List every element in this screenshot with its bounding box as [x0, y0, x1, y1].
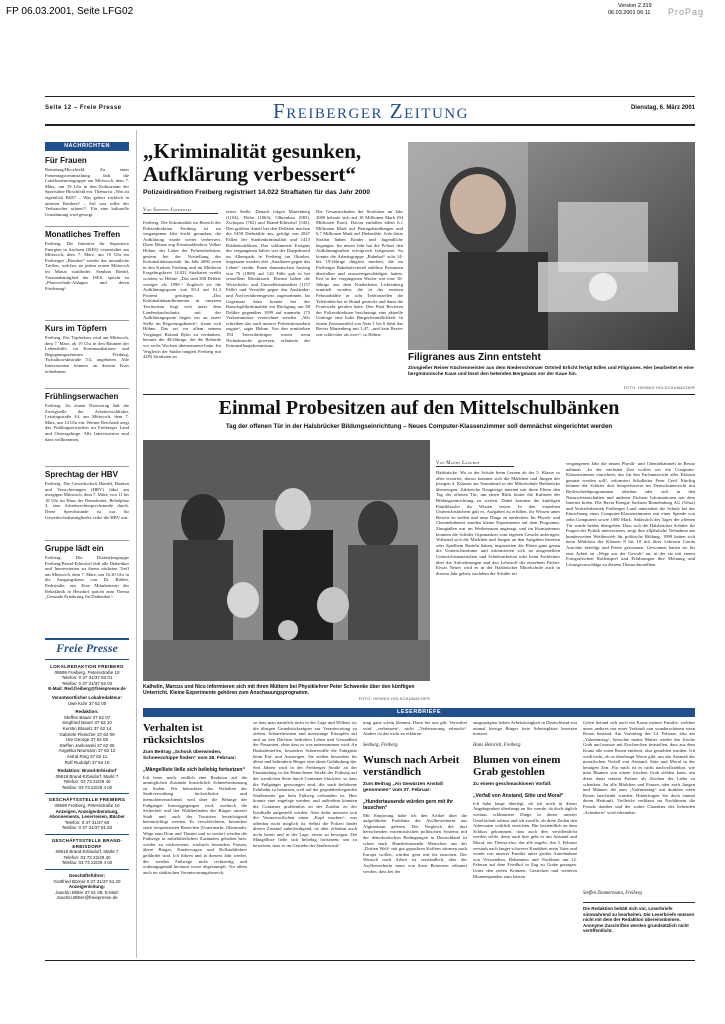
letter-title: Verhalten ist rücksichtslos [143, 722, 205, 746]
masthead-date: Dienstag, 6. März 2001 [630, 105, 695, 111]
letter-signature: Hans Heinrich, Freiberg [473, 743, 521, 748]
impressum-line: Gabriele Fleischer 37 62 09 [59, 731, 115, 737]
letter-title: Blumen von einem Grab gestohlen [473, 754, 561, 778]
news-text: Freiberg. Zu einem Diavortrag lädt die Zweigstelle der Arbeiterwohlfahrt, Leistingstraße 44, am Mittwoch, dem 7. März, um 14 Uhr ein. Werner Reichardt zeigt das Frühlingserwachen im Freiberger Land und Osterzgebirge. Alle Interessierten sind dazu willkommen. [45, 403, 129, 442]
letter-text: Mit Empörung habe ich den Artikel über die aufgeführten Probleme der Asylbewerberin aus Afghanistan gelesen. Der Vergleich des dort herrschenden extremistischen politischen Systems mit der demokratischen Bedingungen in Deutschland ist schon stark. Hunderttausende Menschen aus der „Dritten Welt“ mit gut gepackten Koffern stürmen nach Europa wollen, würden gern mit ihr tauschen. Der Wunsch nach Arbeit ist verständlich, aber der Asylbewerberin muss von ihren Betreuern erläutert werden, dass bei der [363, 812, 467, 874]
news-text: Freiberg. Die Initiative für Separative Energien in Sachsen (ISES) veranstaltet am Mittwoch, dem 7. März, um 19 Uhr im Freiberger „Brauhof“ wieder das monatliche Treffen, welches an jedem ersten Mittwoch im Monat stattfindet. Stephan Riedel, Vorstandsmitglied der ISES, spricht zu „Photovoltaik-Anlagen und deren Förderung“. [45, 241, 129, 291]
impressum-line: Joachin.Blitter@freiepresse.de [56, 895, 118, 901]
lead-headline: „Kriminalität gesunken, Aufklärung verbessert“ [143, 139, 362, 186]
impressum-line: Telefax: 03 73 22/29 4 02 [61, 860, 113, 866]
letter-lead: „Mängelliste ließe sich beliebig fortsetzen“ [143, 766, 245, 773]
news-text: Freiberg. Die Diabetikergruppe Freiberg/Brand-Erbisdorf lädt alle Diabetiker und Interessierten zu ihrem nächsten Treff am Mittwoch, dem 7. März, um 16.30 Uhr in die Ausgangsbasis von Dr. Röhler, Parkstraße, ein. Eine Mitarbeiterin der Rehaklinik in Hetzdorf spricht zum Thema „Gesunde Ernährung für Diabetiker“. [45, 555, 129, 600]
letter-column-5 [583, 720, 695, 958]
impressum-line: Siegfried Bauer 37 62 10 [62, 720, 112, 726]
news-text: Reinsberg/Hirschfeld. Zu einer Frauentagsveranstaltung lädt die Landfrauenortsgruppe am Mittwoch, dem 7. März, um 19 Uhr in den Kulturraum der Sportstätte Hirschfeld ein. Thema ist „Was ist eigentlich BSE? – Was gehört wirklich in unseren Kindern? – Auf was sollte der Verbraucher achten?“. Für eine kulturelle Umrahmung wird gesorgt. [45, 167, 129, 217]
impressum-line: Kerstin Blosetz 37 62 14 [62, 725, 112, 731]
page-label: Seite 12 – Freie Presse [45, 105, 122, 111]
lead-column-2: erster Stelle. Danach folgen Marienberg (1104), Flöha (1063), Olbernhau (883), Zschopau (782) und Brand-Erbisdorf (543). Den größten Anteil bei den Delikten machen die 5458 Diebstähle aus, gefolgt von 2847 Fällen der Straßenkriminalität und 1413 Rohheitsdelikten. Das schlimmste Ereignis des vergangenen Jahres war der Doppelmord im Albertpark in Freiberg im Oktober, insgesamt wurden drei „Straftaten gegen das Leben“ verübt. Einen dramatischen Anstieg von 79 (1999) auf 126 Fälle gab es bei sexuellem Missbrauch. Ebenso haben die Wirtschafts- und Umweltkriminalität (1157 Fälle) und Verstöße gegen das Ausländer- und Asylverfahrensgesetz zugenommen. Im Gegensatz dazu konnte bei der Rauschgiftkriminalität ein Rückgang um 80 Delikte gegenüber 1999 auf nunmehr 173 Vorkommnisse verzeichnet werden. „Wir schreiben das auch unserer Präventionsarbeit zugute“, sagte Höhne. Von den ermittelten 194 Tatverdächtigen waren neun Nichtdeutsche gewesen, erläuterte der Kriminalhauptkommissar. [226, 209, 310, 349]
letter-text: ausgeprägten hohen Arbeitslosigkeit in Deutschland erst einmal hiesige Bürger freie Arbeitsplätze besetzen müssen. [473, 720, 577, 737]
news-title: Sprechtag der HBV [45, 470, 118, 479]
second-column-1: Halsbrücke. Wo in der Schule beim Lernen ab der 5. Klasse so alles erwartet, davon konnten sich die Mädchen und Jungen der jetzigen 4. Klassen am Sonnabend in der Mittelschule Halsbrücke überzeugen. Zahlreiche Neugierige nutzten mit ihren Eltern den Tag der offenen Tür, um einen Blick hinter die Kulissen der Bildungseinrichtung zu werfen. Dabei konnten die künftigen Fünftklässler ihr Wissen testen. In den einzelnen Unterrichtsfächern galt es, Aufgaben zu erfüllen, ihr Wissen unter Beweis zu stellen und neue Dinge zu entdecken. Im Physik- und Chemiekabinett standen kleine Experimente auf dem Programm. Zinngießen war im Werkenraum angesagt, und im Kunstzimmer konnten die Schüler Gipsmasken vom eigenen Gesicht anfertigen. Während sich die Mädchen und Jungen an den Aufgaben bereiten oder Spielbein Basteln hatten, inspizierten die Eltern ganz genau die Unterrichtsräume und informierten sich an ausgestellten Unterrichtsmaterialien und Schülerarbeiten oder beim Fachlehrer über die Anforderungen und den Lehrstoff der einzelnen Fächer. Etwas Neues wird es in der Halsbrücker Mittelschule auch in diesem Jahr geben, nachdem die Schüler im [436, 470, 560, 576]
impressum-line: Ute George 37 62 05 [65, 737, 109, 743]
letter-lead: „Verfall von Anstand, Sitte und Moral“ [473, 792, 564, 799]
impressum-line: 09618 Brand-Erbisdorf, Markt 7 [55, 773, 119, 779]
news-text: Freiberg. Ein Töpferkurs wird am Mittwoch, dem 7. März, ab 19 Uhr in den Räumen der Lebenshilfe, im Kommunikations- und Begegnungszentrum Freiberg, Tschaikowskistraße 5/2, angeboten. Alle Interessenten können an diesem Kurs teilnehmen. [45, 335, 129, 374]
second-byline: Von Mandy Langhof [436, 461, 514, 467]
second-subheadline: Tag der offenen Tür in der Halsbrücker Bildungseinrichtung – Neues Computer-Klassenzimmer soll demnächst eingerichtet werden [225, 423, 613, 430]
impressum-heading: GESCHÄFTSSTELLE FREIBERG [48, 797, 126, 803]
masthead-title: Freiberger Zeitung [273, 99, 469, 123]
news-title: Für Frauen [45, 156, 87, 165]
letter-signature: Steffen Zimmermann, Freiberg [583, 891, 642, 896]
news-item [45, 156, 129, 227]
news-title: Kurs im Töpfern [45, 324, 107, 333]
impressum-line: Rolf Rudolph 37 62 10 [64, 759, 110, 765]
school-photo [143, 440, 430, 681]
topline-watermark: ProPag [668, 7, 705, 17]
lead-byline: Von Steffen Jankowski [143, 208, 218, 214]
impressum-heading: Redaktion: [75, 709, 99, 715]
impressum-logo: Freie Presse [56, 641, 118, 655]
impressum-line: Telefon: 03 73 22/29 40 [63, 779, 111, 785]
impressum-line: Gottfried Börner 0 37 31/37 61 20 [53, 878, 121, 884]
letter-column-1 [143, 720, 247, 958]
impressum-line: 09599 Freiberg, Petersstraße 10 [54, 669, 120, 675]
impressum-line: Steffen Jankowski 37 62 06 [59, 742, 115, 748]
letter-signature: Seeburg, Freiberg [363, 743, 398, 748]
lead-subheadline: Polizeidirektion Freiberg registriert 14.022 Straftaten für das Jahr 2000 [143, 189, 371, 196]
impressum-line: Uwe Kuhr 37 62 00 [67, 700, 107, 706]
impressum-line: Anzeigen, Anzeigenberatung, Abonnements, Leserreisen, Bücher [49, 808, 125, 820]
filigree-caption-text: Zinngießer Reiner Küchenmeister aus dem Niederschönaer Ortsteil Erlicht fertigt Edles und Filigranes. Hier bearbeitet er eine bergmännische Kaue und lässt den betenden Bergmann vor der Kaue hin. [408, 366, 694, 377]
impressum-line: Telefon: 0 37 31/37 62 01 [61, 675, 113, 681]
filigree-credit: FOTO: HENNIG HOLSCHUMACHER [623, 386, 695, 390]
news-item [45, 544, 129, 617]
impressum [45, 662, 129, 962]
news-item [45, 230, 129, 321]
impressum-heading: Geschäftsführer: [68, 873, 106, 878]
letter-text: Geleit befand sich auch ein Kranz meiner Familie, welcher unser anderes nur einer Verkauft von wunderschönen roten Rosen bestand. Am Vormittag des 14. Februar, also am „Valentinstag“, besuchte meine Mutter wieder das frische Grab und musste mit Erschrecken feststellen, dass aus dem Kranz alle roten Rosen entfernt, also gestohlen wurden. Ich weiß nicht, ob es überhaupt Worte gibt, um das Ausmaß der moralischen Verfall von Anstand, Sitte und Moral in der heutigen Zeit. Für mich ist es nicht nachvollziehbar, wie man Blumen von einem frischen Grab stehlen kann, um diese dann seinem Partner als Zeichen der Liebe zu schenken. An alle Mädchen und Frauen, oder auch Jungen und Männer, die zum „Valentinstag“ mit dunklen roten Rosen beschenkt wurden: Hinterfragen Sie doch einmal deren Herkunft. Vielleicht verblasst im Nachhinein die Freude darüber und der wahre Charakter des liebenden „Schenkers“ wird erkennbar. [583, 720, 695, 815]
news-text: Freiberg. Die Gewerkschaft Handel, Banken und Versicherungen (HBV) führt am morgigen Mittwoch, dem 7. März, von 11 bis 18 Uhr im Haus der Demokratie, Behelplatz 3, eine Arbeitsrechtssprechstunde durch. Diese Sprechstunde ist nur für Gewerkschaftsmitglieder, teilte die HBV mit. [45, 481, 129, 520]
impressum-line: 09599 Freiberg, Petersstraße 10 [54, 803, 120, 809]
letter-column-3 [363, 720, 467, 958]
impressum-line: Telefax: 0 37 31/37 61 82 [61, 825, 113, 831]
letter-sub: Zu einem geschmacklosen Vorfall: [473, 782, 552, 787]
leserbriefe-bar: LESERBRIEFE [143, 708, 695, 717]
letter-column-4 [473, 720, 577, 958]
impressum-line: 09618 Brand-Erbisdorf, Markt 7 [55, 849, 119, 855]
impressum-line: Angelika Neumann 37 62 12 [58, 748, 116, 754]
impressum-line: Telefax: 0 37 31/37 62 02 [61, 680, 113, 686]
filigree-photo [408, 142, 695, 350]
topline-version: Version 2.319 [618, 3, 652, 9]
impressum-line: E-Mail: Red.freiberg@freiepresse.de [48, 686, 126, 692]
impressum-line: Astrid Ring 37 62 11 [66, 753, 108, 759]
sidebar-header: NACHRICHTEN [45, 142, 129, 151]
impressum-heading: GESCHÄFTSSTELLE BRAND-ERBISDORF [51, 838, 123, 849]
news-title: Gruppe lädt ein [45, 544, 104, 553]
letter-sub: Zum Beitrag „Schock überwinden, Schneeschippe finden“ vom 28. Februar: [143, 750, 237, 761]
news-item [45, 324, 129, 389]
letter-column-2: so dass man natürlich nicht in der Lage und Willens ist, die übrigen Grundstückseigner zur Verantwortung zu ziehen. Schneelawinen und metertange Eiszapfen auf und an den Dächern bedrohen Leben und Gesundheit der Passanten, ohne dass es was unternommen wird. An Bushaltestellen, besonders Schneewälle die Fahrgäste beim Ein- und Aussteigen. Sie stellen besonders für ältere und behinderte Bürger eine akute Gefährdung dar. Seit Jahren wird in der Freiberger Straße an der Einmündung in die Hainichener Straße der Fußweg auf der westlichen Seite durch Container blockiert, so dass die Fußgänger gezwungen sind, die stark befahrene Fahrbahn zu benutzen, weil auf der gegenüberliegenden Straßenseite gar kein Fußweg vorhanden ist. Hier konnte eine engelege werden, und außerdem könnten die Container problemlos an der Zufahrt zu der Kaufhalle aufgestellt werden. Aber dafür müssten sich die Verantwortlichen einen „Kopf machen“, was offenbar nicht möglich ist. Selbst die Polizei findet diesen Zustand anbefriedigend, ist aber offenbar auch nicht bereit und in der Lage, etwas zu bewegen. Die Mängelliste ließe sich beliebig fortsetzen, um zu beweisen, dass es im Getriebe der Stadtverwal- [253, 720, 357, 849]
impressum-heading: Redaktion: Brand-Erbisdorf [57, 768, 117, 774]
impressum-heading: Verantwortlicher Lokalredakteur: [51, 694, 123, 700]
school-photo-credit: FOTO: HENNIG HOLSCHUMACHER [358, 697, 430, 701]
second-headline: Einmal Probesitzen auf den Mittelschulbänken [218, 397, 620, 419]
lead-column-3: Der Gesamtschaden der Straftaten im Jahr 2000 belaufe sich auf 18 Millionen Mark (94 Millionen Euro). Davon entfallen allein 6,1 Millionen Mark auf Betrugshandlungen und 6,7 Millionen Mark auf Diebstähle. Jede dritte Straftat haben Kinder und Jugendliche begangen. Im neuen Jahr hat die Polizei den Aufklärungsarbeit erfolgreich fortgesetzt. So konnte die Arbeitsgruppe „Bahnhof“ acht 14- bis 19-Jährige dingfest machen, die im Freiberger Bahnhofsviertel zahllose Passanten überfallen und rauswerngeschädigen hatten. Erst in der vergangenen Woche war eine 16-Jährige aus dem Kinderheim Lichtenberg ermittelt worden, die in der zweiten Februarhälfte in acht Telefonzellen die Telefonbücher in Brand gesteckt und dann die Feuerwehr gerufen hatte. Den Fünf Revieren der Polizeidirektion bescheinigt eine aktuelle Umfrage eine hohe Bürgerfreundlichkeit. In einem Zensurenfeld von Note 1 bis 6 führt das Revier Marienberg mit 1,47, „und kein Revier war schlechter als zwei“, so Höhne. [316, 209, 403, 338]
news-item [45, 392, 129, 467]
filigree-caption-title: Filigranes aus Zinn entsteht [408, 352, 541, 363]
topline-left: FP 06.03.2001, Seite LFG02 [6, 6, 134, 17]
letter-text: Ich freue mich, endlich eine Reaktion auf die unmöglichen Zustände hinsichtlich Schneeberäumung zu finden. Wir betrachten das Verhalten der Stadtverwaltung rücksichtslos und menschenverachtend, weil über die Belange der Fußgänger hinweggegangen wird, wodurch die Sicherheit und das Wohlbefinden der Bürger unserer Stadt und auch der Touristen beträchtigend beeinträchtigt werden. Es verschlechtern, besonders stark frequentierten Bereichen (Untermarkt, Obermarkt, Wege zum Dom und Theater und so weiter) werden die Fußwege in mittelalterlichen Zuständen gehalten bzw. wieder zu rückversetzt, wodurch besonders Frauen, ältere Bürger, Kinderwagen und Rollstuhlfahrer gefährdet sind. Ich führen und in diesem Jahr wieder, der werden Fußwege nicht rechtzeitig und ordnungsgemäß beräumt sowie abgestumpft. Vor allem auch im städtischen Verantwortungsbereich, [143, 774, 247, 875]
impressum-line: Telefon: 03 73 22/29 40 [63, 854, 111, 860]
impressum-line: Telefax: 03 73 22/29 4 02 [61, 784, 113, 790]
impressum-line: Telefon: 0 37 31/37 60 [64, 819, 110, 825]
letter-text: Ich habe lange überlegt, ob ich mich in dieser Angelegenheit überhaupt an Sie wende, da doch täglich weitaus schlimmere Dinge in dieser unserer Gesellschaft zulässt und ich zweifle, ob diese Zeilen den Adressaten wirklich erreichen. Bin letztendlich zu dem Schluss gekommen, dass auch dies veröffentlicht werden sollte, denn auch hier geht es um Anstand und Moral, ein Thema also, das alle angeht. Am 5. Februar verstarb nach langer schwerer Krankheit mein Vater und wurde von unserer Familie unter großer Anteilnahme von Verwandten, Bekannten und Nachbarn am 12. Februar auf dem Friedhof in Zug zu Grabe getragen. Unter den vielen Kränzen, Gestecken und weiteren Blumenspenden zum letzten [473, 800, 577, 879]
second-column-2: vergangenen Jahr die neuen Physik- und Chemiekabinett in Besitz nahmen. „In der nächsten Zeit wollen wir ein Computer-Klassenzimmer einrichten, das für den Fachunterricht aller Klassen genutzt werden soll“, informiert Schulleiter Peter Gerd. Künftig können die Schüler dort beispielsweise im Deutschunterricht mit Rechtschreibprogrammen arbeiten oder sich in den Naturwissenschaften und anderen Fächern Informationen aus dem Internet holen. Die Bavia Energie Sachsen Brandenburg AG (Vesta) und Vertriebsbetrieb Freiberger Land unterstützt die Schule bei der Einrichtung eines Computer-Klassenzimmers mit einer Spende von zehn Computern sowie 1000 Mark. Anlässlich des Tages der offenen Tür wurde beides übergeben. Dass sich die Halsbrücker Schüler für Fragen der Politik interessieren, zeigt ihre alljährliche Teilnahme am bundesweiten Wettbewerb für politische Bildung. 1999 hatten sich neun Mädchen der Klassen 8 bis 10 mit ihrer Lehrerin Carola Auschitz beteiligt und Preise gewonnen. Gewonnen hatten sie für eine Arbeit zu „Wege aus der Gewalt“ an, in der sie mit einem Fotografischen Rollenspiel und Erfahrungen ihre Meinung und Lösungsvorschläge zu diesem Thema darstellten. [566, 461, 695, 567]
letter-lead: „Hundertausende würden gern mit ihr tauschen“ [363, 798, 454, 811]
filigree-photo-image [408, 142, 695, 350]
letter-sub: Zum Beitrag „An Gewürzen Anstoß genommen“ vom 27. Februar: [363, 782, 444, 793]
impressum-line: Steffen Bauer 37 62 07 [63, 714, 111, 720]
impressum-heading: LOKALREDAKTION FREIBERG [50, 664, 124, 669]
topline-datetime: 06.03.2001 06:11 [608, 10, 651, 16]
lead-column-1: Freiberg. Die Kriminalität im Bereich der Polizeidirektion Freiberg ist im vergangenen Jahr leicht gesunken, die Aufklärung wurde weiter verbessert. Diese Bilanz zog Kriminaldirektor Volker Höhne, der Leiter der Polizeidirektion, gestern bei der Vorstellung der Kriminalitätsstatistik. Im Jahr 2000 seien in den Kreisen Freiberg und im Mittleren Erzgebirgskreis 14.022 Straftaten verübt worden, so Höhne. „Das sind 300 Delikte weniger als 1999.“ Zugleich sei die Aufklärungsquote von 59,4 auf 61,3 Prozent gestiegen. „Das Kriminalitätsaufkommen in unserem Territorium liegt weit unter dem Landesdurchschnitt, mit der Aufklärungsquote liegen wir an erster Stelle im Regierungsbezirk“, freute sich Höhne. Das sei vor allem seinem Vorgänger Roland Ryko zu verdanken, betonte der 48-Jährige, der die Behörde vor sechs Wochen übernommen hatte. Im Vergleich der Städte rangiert Freiberg mit 4293 Straftaten an [143, 220, 221, 360]
news-item [45, 470, 129, 541]
news-title: Frühlingserwachen [45, 392, 119, 401]
news-title: Monatliches Treffen [45, 230, 121, 239]
letter-text: tung ganz schön klemmt. Denn bei uns gilt: Verwaltet wird „verbessern“, nicht „Verbesserung erbracht“. Anders ist das nicht zu erklären. [363, 720, 467, 737]
impressum-line: Joachin Blitter 37 61 08, E-Mail: [55, 889, 119, 895]
sidebar-news [45, 154, 129, 638]
letter-title: Wunsch nach Arbeit verständlich [363, 754, 460, 778]
school-photo-image [143, 440, 430, 681]
letter-note: Die Redaktion behält sich vor, Leserbriefe sinnwahrend zu bearbeiten. Die Leserbriefe müssen nicht mit dem der Redaktion übereinstimmen. Anonyme Zuschriften werden grundsätzlich nicht veröffentlicht. [583, 906, 695, 933]
school-photo-caption: Kathelin, Marcus und Nico informieren sich mit ihren Müttern bei Physiklehrer Peter Schwenke über den künftigen Unterricht. Kleine Experimente gehören zum Anschauungsprogramm. [143, 684, 415, 696]
impressum-line: Anzeigenleitung: [68, 884, 106, 890]
